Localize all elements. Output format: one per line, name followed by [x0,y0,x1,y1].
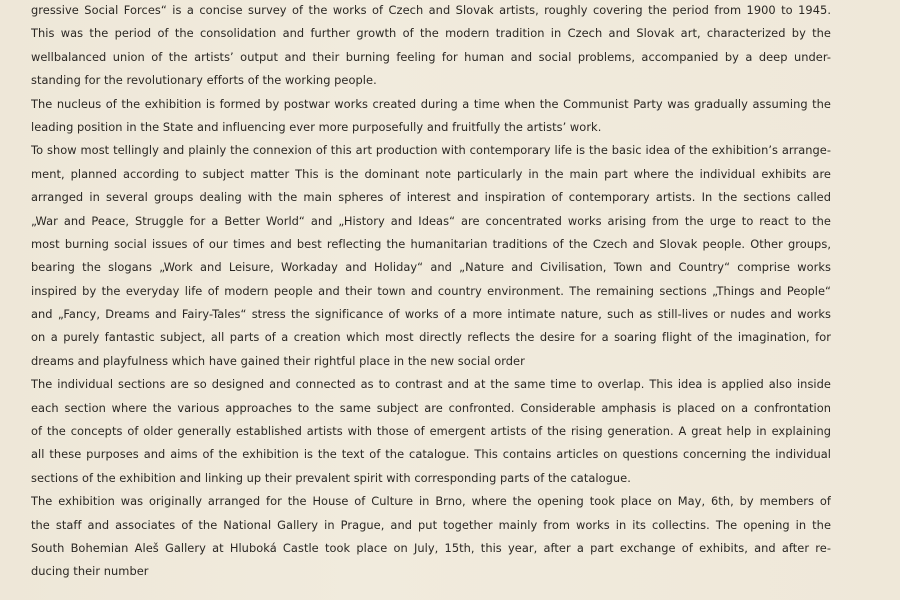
text-line: each section where the various approaches to the same subject are confronted. Considerable amphasis is placed on a confrontation [31,400,831,415]
text-line: of the concepts of older generally established artists with those of emergent artists of the rising generation. A great help in explaining [31,424,831,439]
text-line: the staff and associates of the National Gallery in Prague, and put together mainly from works in its collectins. The opening in the [31,517,831,532]
text-line: on a purely fantastic subject, all parts of a creation which most directly reflects the desire for a soaring flight of the imagination, for [31,330,831,345]
text-line: standing for the revolutionary efforts of the working people. [31,73,377,88]
text-line: „War and Peace, Struggle for a Better World“ and „History and Ideas“ are concentrated works arising from the urge to react to the [31,213,831,228]
body-text [31,0,831,584]
text-line: sections of the exhibition and linking up their prevalent spirit with corresponding parts of the catalogue. [31,470,631,485]
text-line: ment, planned according to subject matter This is the dominant note particularly in the main part where the individual exhibits are [31,166,831,181]
text-line: dreams and playfulness which have gained their rightful place in the new social order [31,353,525,368]
text-line: gressive Social Forces“ is a concise survey of the works of Czech and Slovak artists, roughly covering the period from 1900 to 1945. [31,3,831,17]
text-line: The exhibition was originally arranged for the House of Culture in Brno, where the opening took place on May, 6th, by members of [31,494,831,509]
text-line: ducing their number [31,564,149,579]
text-line: The nucleus of the exhibition is formed by postwar works created during a time when the Communist Party was gradually assuming the [31,96,831,111]
text-line: This was the period of the consolidation and further growth of the modern tradition in Czech and Slovak art, characterized by the [31,26,831,41]
text-line: inspired by the everyday life of modern people and their town and country environment. The remaining sections „Things and People“ [31,283,831,298]
text-line: wellbalanced union of the artists’ output and their burning feeling for human and social problems, accompanied by a deep under- [31,49,831,64]
text-line: and „Fancy, Dreams and Fairy-Tales“ stress the significance of works of a more intimate nature, such as still-lives or nudes and works [31,307,831,322]
text-line: South Bohemian Aleš Gallery at Hluboká Castle took place on July, 15th, this year, after a part exchange of exhibits, and after re- [31,540,831,555]
text-line: most burning social issues of our times and best reflecting the humanitarian traditions of the Czech and Slovak people. Other groups, [31,236,831,251]
text-line: The individual sections are so designed and connected as to contrast and at the same time to overlap. This idea is applied also inside [31,377,831,392]
text-line: leading position in the State and influencing ever more purposefully and fruitfully the artists’ work. [31,119,602,134]
text-line: arranged in several groups dealing with the main spheres of interest and inspiration of contemporary artists. In the sections called [31,190,831,205]
text-line: To show most tellingly and plainly the connexion of this art production with contemporary life is the basic idea of the exhibition’s arrange- [31,143,831,158]
text-line: bearing the slogans „Work and Leisure, Workaday and Holiday“ and „Nature and Civilisation, Town and Country“ comprise works [31,260,831,275]
text-line: all these purposes and aims of the exhibition is the text of the catalogue. This contains articles on questions concerning the individual [31,447,831,462]
